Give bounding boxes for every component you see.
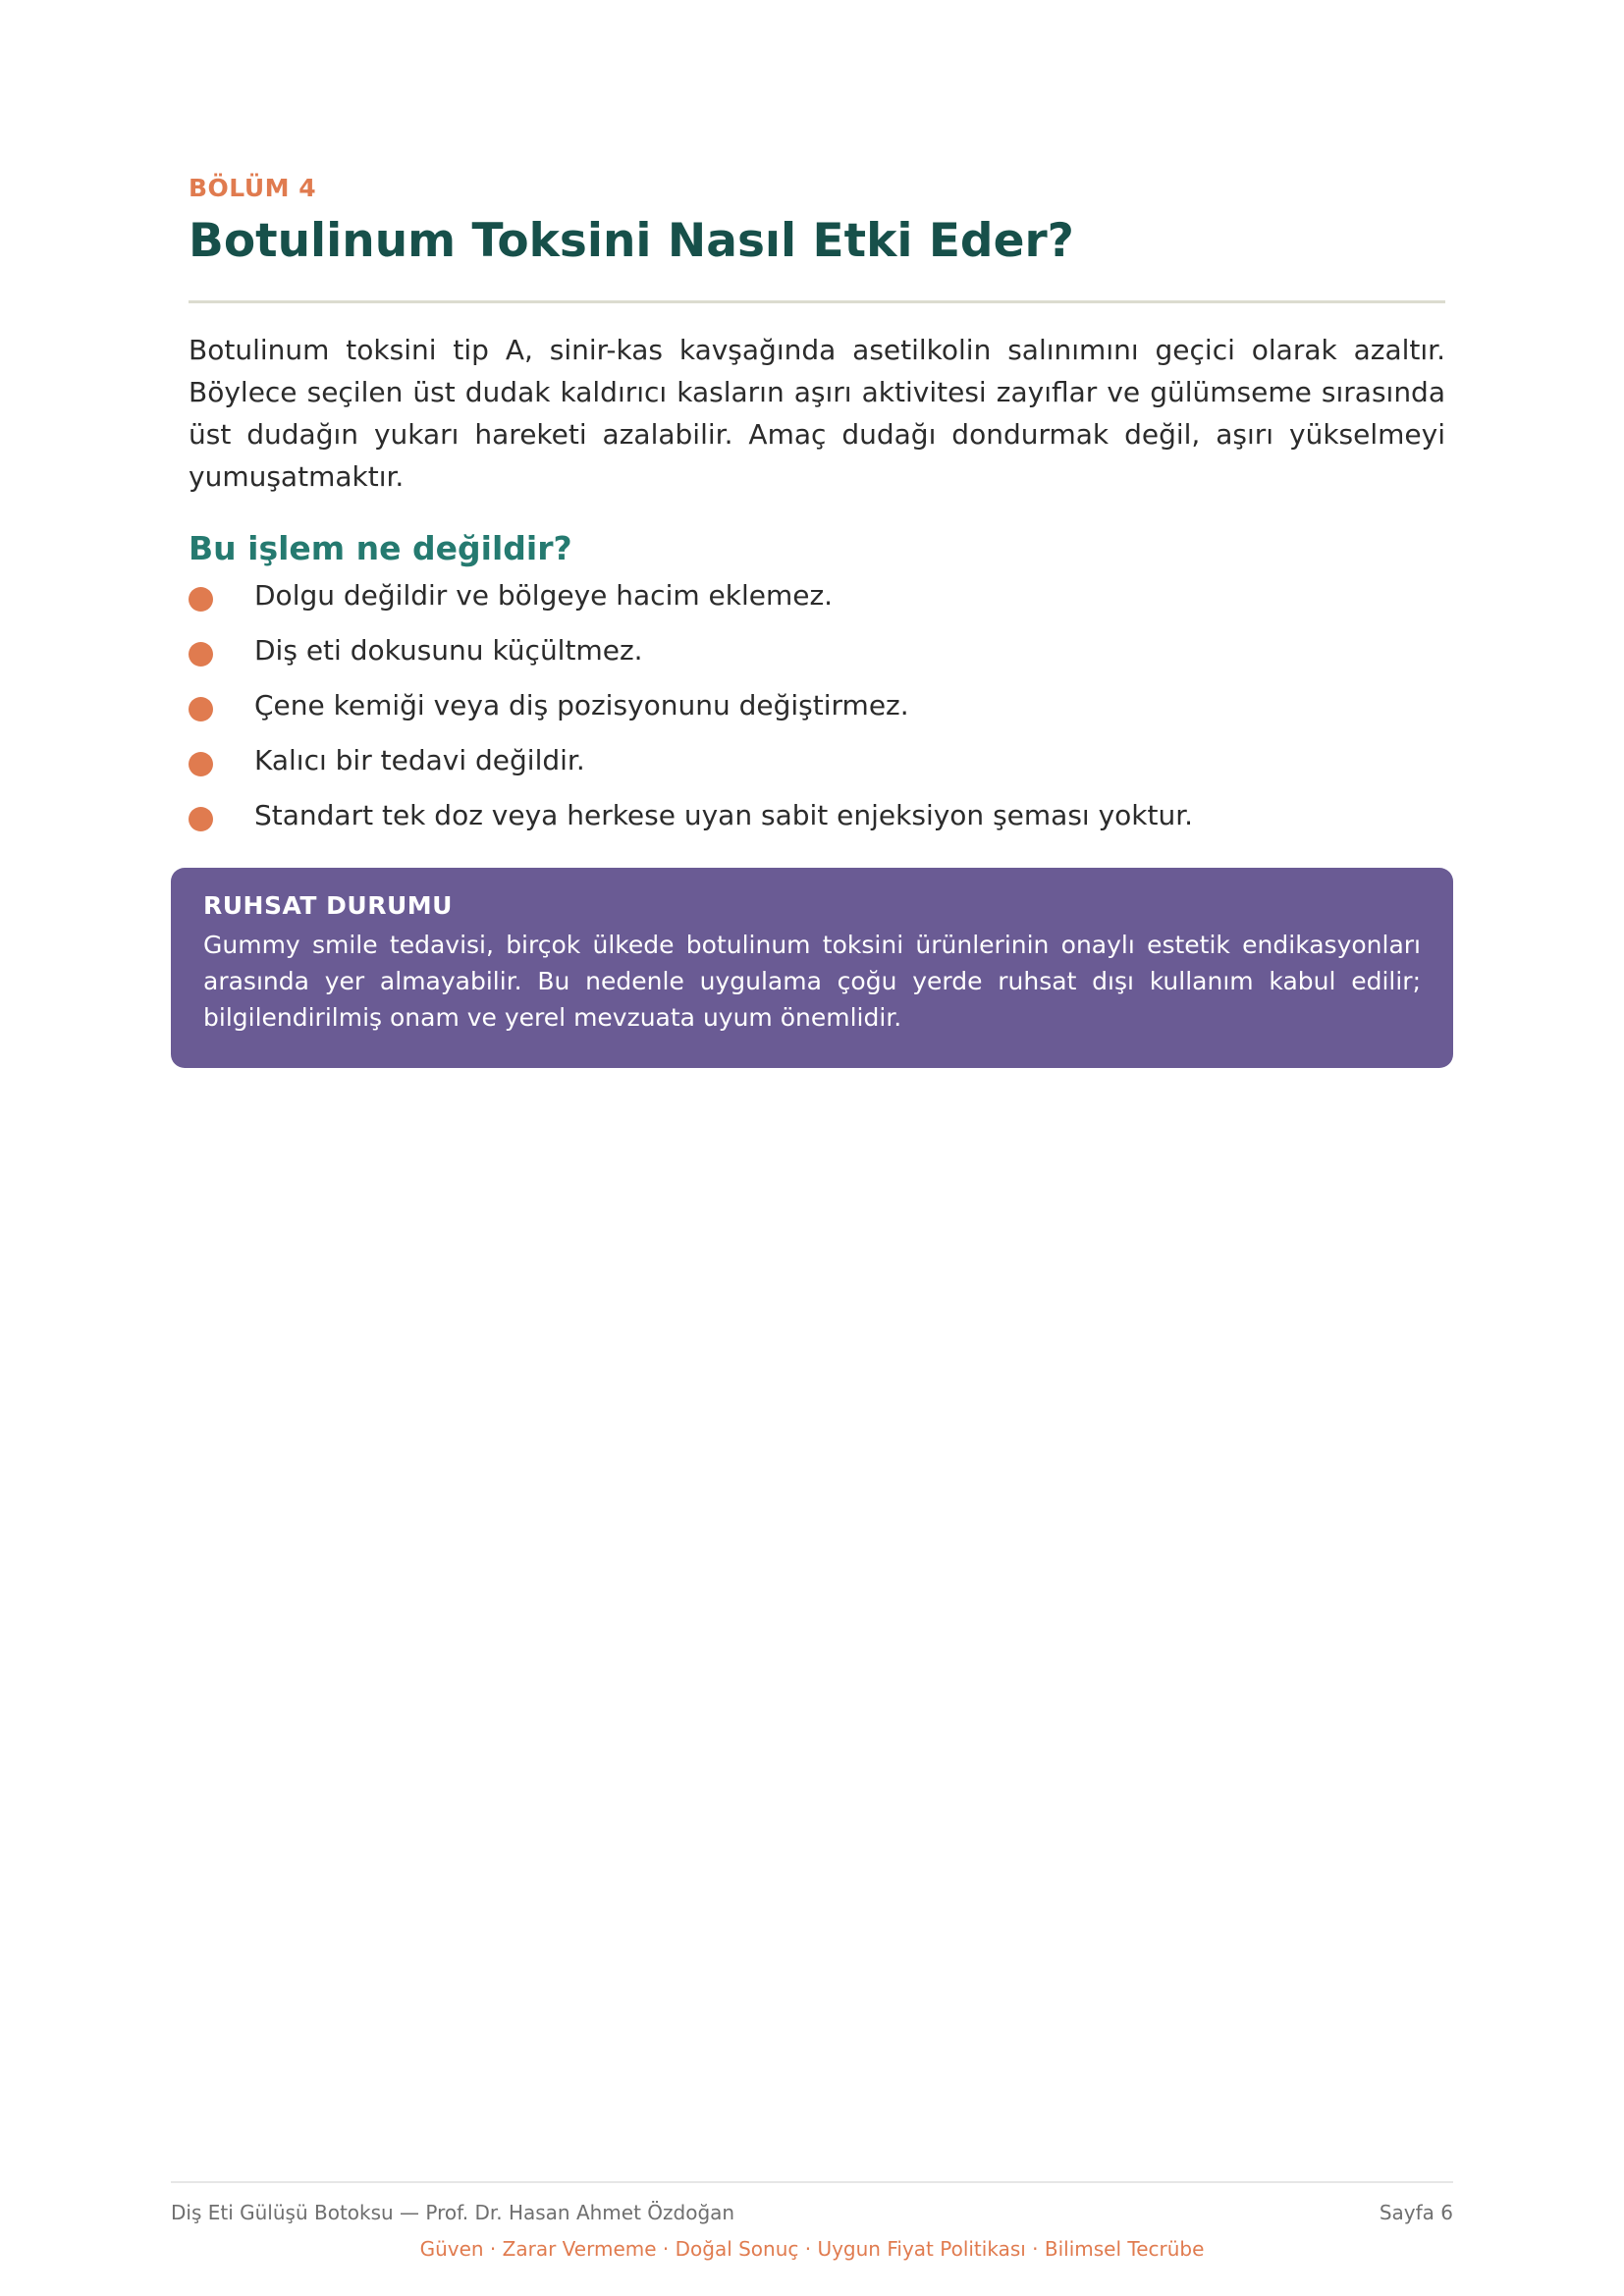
not-section-list (189, 576, 1445, 835)
bullet-dot-icon (189, 807, 213, 831)
footer-tagline: Güven · Zarar Vermeme · Doğal Sonuç · Uygun Fiyat Politikası · Bilimsel Tecrübe (419, 2237, 1205, 2261)
list-item (189, 686, 1445, 725)
chapter-content (189, 173, 1445, 851)
bullet-dot-icon (189, 697, 213, 721)
list-item (189, 631, 1445, 670)
license-status-text: Gummy smile tedavisi, birçok ülkede botulinum toksini ürünlerinin onaylı estetik endikasyonları arasında yer almayabilir. Bu nedenle uygulama çoğu yerde ruhsat dışı kullanım kabul edilir; bilgilendirilmiş onam ve yerel mevzuata uyum önemlidir. (203, 931, 1421, 1032)
chapter-label: BÖLÜM 4 (189, 174, 317, 202)
list-item-text: Çene kemiği veya diş pozisyonunu değiştirmez. (254, 689, 909, 721)
list-item (189, 796, 1445, 835)
license-status-box (171, 868, 1453, 1068)
bullet-dot-icon (189, 642, 213, 667)
list-item-text: Kalıcı bir tedavi değildir. (254, 744, 585, 776)
intro-paragraph: Botulinum toksini tip A, sinir-kas kavşağında asetilkolin salınımını geçici olarak azaltır. Böylece seçilen üst dudak kaldırıcı kasların aşırı aktivitesi zayıflar ve gülümseme sırasında üst dudağın yukarı hareketi azalabilir. Amaç dudağı dondurmak değil, aşırı yükselmeyi yumuşatmaktır. (189, 334, 1445, 493)
license-status-title: RUHSAT DURUMU (203, 891, 453, 920)
list-item (189, 576, 1445, 615)
list-item-text: Dolgu değildir ve bölgeye hacim eklemez. (254, 579, 834, 612)
bullet-dot-icon (189, 587, 213, 612)
bullet-dot-icon (189, 752, 213, 776)
footer-page-number: Sayfa 6 (1379, 2201, 1453, 2224)
list-item-text: Standart tek doz veya herkese uyan sabit enjeksiyon şeması yoktur. (254, 799, 1194, 831)
title-divider (189, 300, 1445, 303)
footer-divider (171, 2181, 1453, 2183)
list-item (189, 741, 1445, 780)
not-section-heading: Bu işlem ne değildir? (189, 529, 572, 567)
page-title: Botulinum Toksini Nasıl Etki Eder? (189, 214, 1074, 268)
footer-document-title: Diş Eti Gülüşü Botoksu — Prof. Dr. Hasan Ahmet Özdoğan (171, 2201, 735, 2224)
list-item-text: Diş eti dokusunu küçültmez. (254, 634, 643, 667)
